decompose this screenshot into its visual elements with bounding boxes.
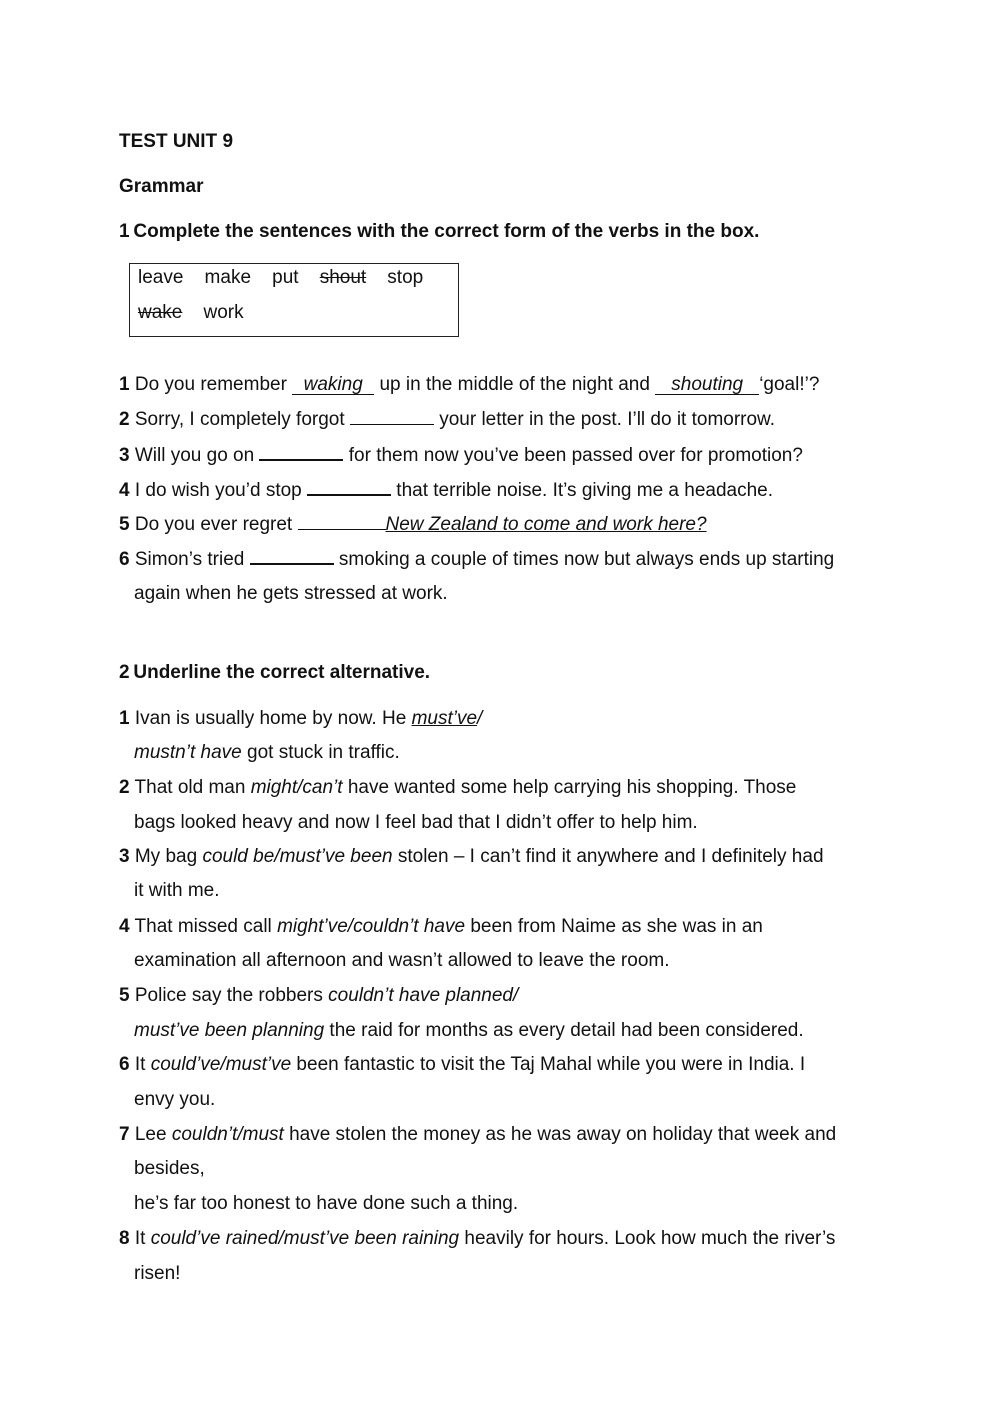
sentence-text: ‘goal!’?: [759, 374, 820, 395]
sentence-text: have stolen the money as he was away on holiday that week and: [283, 1124, 837, 1145]
exercise-1-instruction: 1 Complete the sentences with the correct form of the verbs in the box.: [119, 221, 760, 242]
sentence-text: I do wish you’d stop: [134, 480, 308, 501]
sentence-text: Police say the robbers: [134, 985, 329, 1006]
sentence-text: been fantastic to visit the Taj Mahal while you were in India. I: [291, 1054, 806, 1075]
sentence-text: Will you go on: [134, 445, 260, 466]
alternative[interactable]: might’ve/couldn’t have: [277, 916, 466, 937]
item-number: 6: [119, 549, 130, 570]
alternative[interactable]: couldn’t/must: [171, 1124, 284, 1145]
item-number: 6: [119, 1054, 130, 1075]
answer-blank[interactable]: [350, 409, 434, 425]
answer-blank[interactable]: [259, 444, 343, 461]
sentence-text: My bag: [134, 846, 203, 867]
ex2-sentence-8-cont: risen!: [134, 1263, 181, 1284]
sentence-text: That old man: [134, 777, 251, 798]
alternative[interactable]: could’ve rained/must’ve been raining: [150, 1228, 460, 1249]
alternative-slash: /: [477, 708, 483, 729]
page-title: TEST UNIT 9: [119, 131, 234, 152]
ex2-sentence-3: [119, 846, 824, 868]
sentence-text: heavily for hours. Look how much the river’s: [459, 1228, 836, 1249]
answer-blank[interactable]: [250, 548, 334, 565]
exercise-2-instruction: 2 Underline the correct alternative.: [119, 662, 431, 683]
sentence-text: been from Naime as she was in an: [465, 916, 763, 937]
item-number: 4: [119, 916, 130, 937]
sentence-text: got stuck in traffic.: [241, 742, 400, 763]
item-number: 7: [119, 1124, 130, 1145]
sentence-text: have wanted some help carrying his shopping. Those: [342, 777, 797, 798]
ex2-sentence-5-cont: [134, 1020, 804, 1042]
word-work: work: [203, 302, 244, 323]
sentence-text-underlined: New Zealand to come and work here?: [385, 514, 707, 535]
sentence-text: Lee: [134, 1124, 172, 1145]
ex2-sentence-8: [119, 1228, 835, 1250]
item-number: 8: [119, 1228, 130, 1249]
word-wake: wake: [138, 302, 183, 323]
sentence-text: That missed call: [134, 916, 278, 937]
sentence-text: smoking a couple of times now but always ends up starting: [333, 549, 835, 570]
word-leave: leave: [138, 267, 184, 288]
sentence-text: It: [134, 1228, 151, 1249]
sentence-text: that terrible noise. It’s giving me a headache.: [391, 480, 774, 501]
ex1-sentence-2: [119, 409, 775, 431]
word-make: make: [204, 267, 252, 288]
ex2-sentence-2-cont: bags looked heavy and now I feel bad that I didn’t offer to help him.: [134, 812, 698, 833]
ex1-sentence-3: [119, 444, 803, 467]
sentence-text: Do you remember: [134, 374, 293, 395]
ex1-sentence-6-cont: again when he gets stressed at work.: [134, 583, 448, 604]
word-box-row-1: [138, 267, 423, 289]
alternative-selected[interactable]: must’ve: [411, 708, 478, 729]
item-number: 3: [119, 846, 130, 867]
ex2-sentence-6-cont: envy you.: [134, 1089, 216, 1110]
sentence-text: Do you ever regret: [134, 514, 298, 535]
answer-shouting[interactable]: shouting: [655, 375, 759, 395]
word-box-row-2: [138, 302, 244, 324]
ex2-sentence-4-cont: examination all afternoon and wasn’t allowed to leave the room.: [134, 950, 670, 971]
alternative[interactable]: might/can’t: [250, 777, 343, 798]
item-number: 5: [119, 985, 130, 1006]
item-number: 5: [119, 514, 130, 535]
item-number: 3: [119, 445, 130, 466]
ex1-sentence-4: [119, 479, 773, 502]
alternative[interactable]: could’ve/must’ve: [150, 1054, 292, 1075]
item-number: 2: [119, 409, 130, 430]
sentence-text: Simon’s tried: [134, 549, 250, 570]
alternative[interactable]: mustn’t have: [134, 742, 242, 763]
answer-blank[interactable]: [307, 479, 391, 496]
sentence-text: up in the middle of the night and: [374, 374, 656, 395]
ex2-sentence-1: [119, 708, 482, 730]
item-number: 1: [119, 708, 130, 729]
word-stop: stop: [387, 267, 424, 288]
word-box: [129, 263, 459, 337]
ex2-sentence-6: [119, 1054, 805, 1076]
item-number: 4: [119, 480, 130, 501]
ex1-sentence-1: [119, 374, 819, 396]
sentence-text: It: [134, 1054, 151, 1075]
ex2-sentence-4: [119, 916, 763, 938]
alternative[interactable]: must’ve been planning: [134, 1020, 325, 1041]
answer-waking[interactable]: waking: [292, 375, 374, 395]
ex2-sentence-1-cont: [134, 742, 400, 764]
answer-blank[interactable]: [298, 514, 386, 530]
ex1-sentence-6: [119, 548, 834, 571]
sentence-text: for them now you’ve been passed over for promotion?: [343, 445, 803, 466]
ex1-sentence-5: [119, 514, 707, 536]
sentence-text: the raid for months as every detail had been considered.: [324, 1020, 804, 1041]
word-put: put: [272, 267, 299, 288]
ex2-sentence-2: [119, 777, 796, 799]
alternative[interactable]: couldn’t have planned/: [328, 985, 519, 1006]
section-heading: Grammar: [119, 176, 204, 197]
ex2-sentence-5: [119, 985, 518, 1007]
ex2-sentence-3-cont: it with me.: [134, 880, 220, 901]
ex2-sentence-7: [119, 1124, 836, 1146]
sentence-text: stolen – I can’t find it anywhere and I definitely had: [392, 846, 824, 867]
sentence-text: your letter in the post. I’ll do it tomorrow.: [433, 409, 776, 430]
sentence-text: Ivan is usually home by now. He: [134, 708, 412, 729]
ex2-sentence-7-cont-2: he’s far too honest to have done such a thing.: [134, 1193, 519, 1214]
sentence-text: Sorry, I completely forgot: [134, 409, 350, 430]
ex2-sentence-7-cont: besides,: [134, 1158, 205, 1179]
item-number: 2: [119, 777, 130, 798]
word-shout: shout: [319, 267, 367, 288]
item-number: 1: [119, 374, 130, 395]
alternative[interactable]: could be/must’ve been: [202, 846, 393, 867]
